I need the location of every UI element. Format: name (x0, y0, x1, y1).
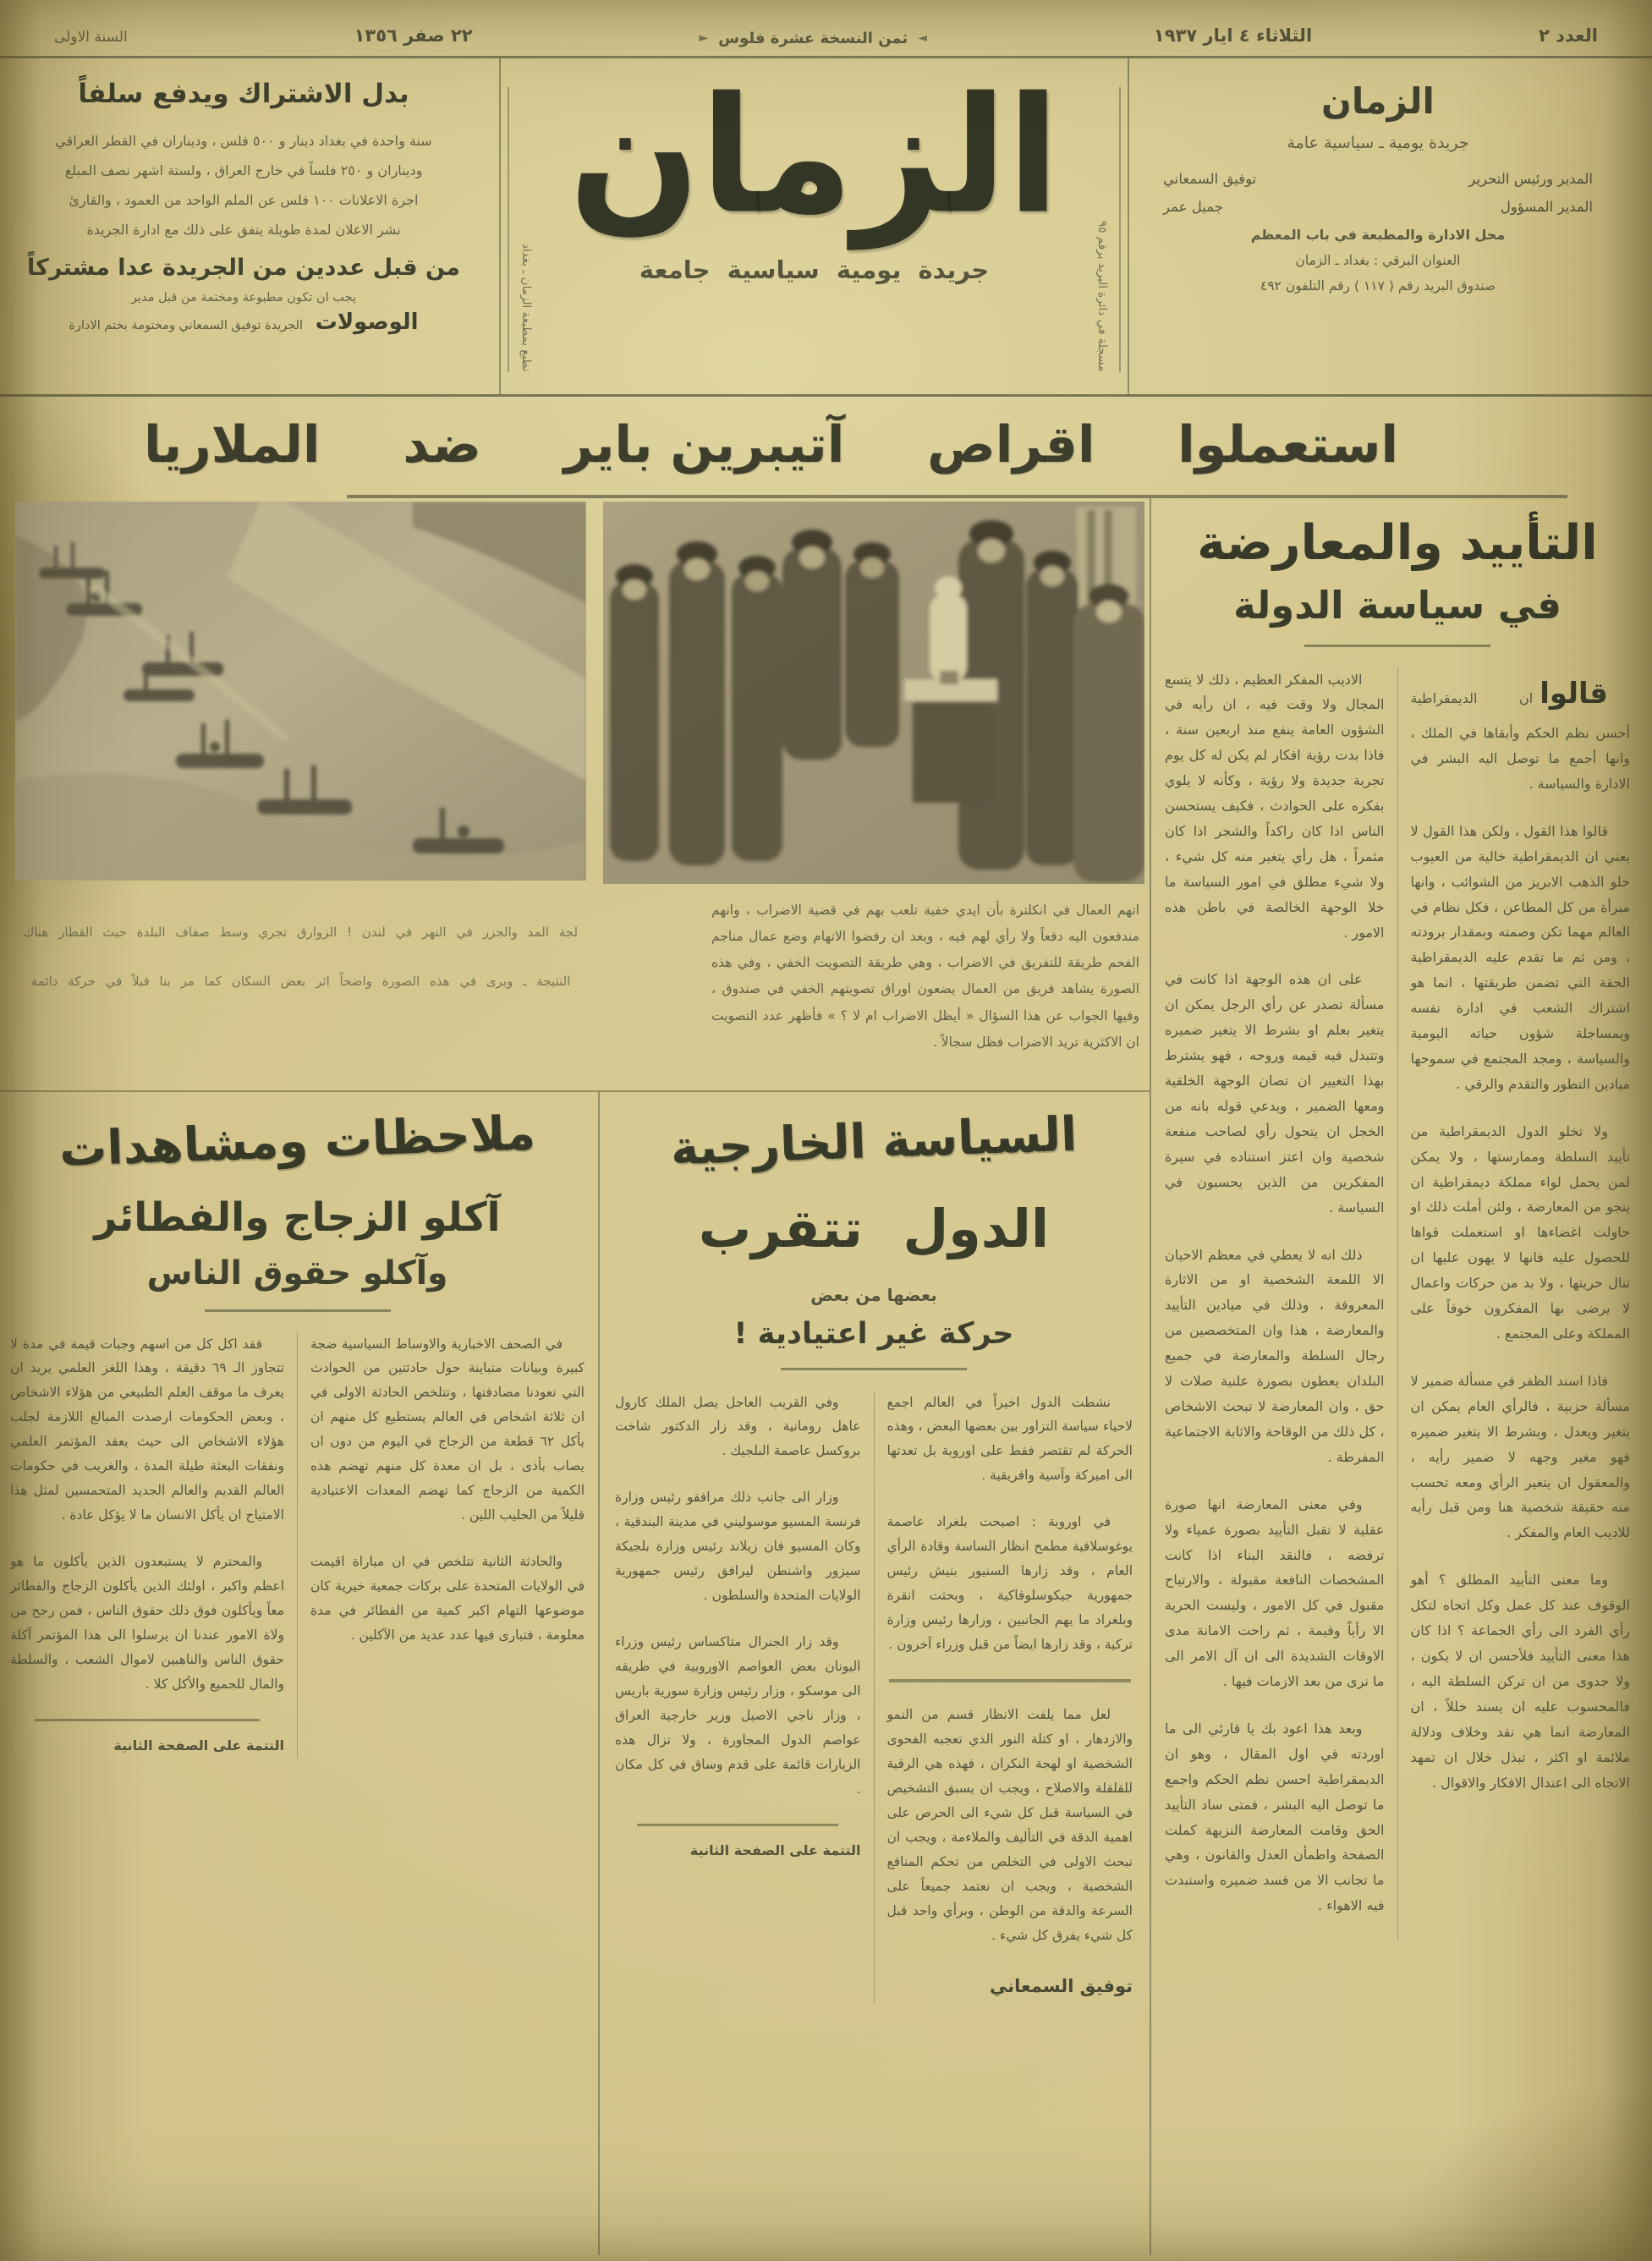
body-paragraph: وفي القريب العاجل يصل الملك كارول عاهل رومانية ، وقد زار الدكتور شاخت بروكسل عاصمة البلجيك . (615, 1394, 861, 1459)
body-paragraph (1411, 667, 1631, 797)
continuation-note: التتمة على الصفحة الثانية (113, 1737, 284, 1754)
article1-title-line2: في سياسة الدولة (1233, 582, 1561, 628)
receipts-note: يجب ان تكون مطبوعة ومختمة من قبل مدير (131, 291, 356, 305)
editor-name: توفيق السمعاني (1163, 170, 1257, 187)
masthead-band (0, 58, 1652, 397)
article2-column-left (615, 1391, 874, 2004)
article2-subtitle1: بعضها من بعض (810, 1284, 937, 1305)
malaria-ad-banner (0, 397, 1652, 498)
body-paragraph: ولا تخلو الدول الديمقراطية من تأييد السلطة وممارستها ، ولا يمكن لمن يحمل لواء مملكة ديمقراطية ان ينجو من المعارضة ، ولئن أملت ذلك او حاولت اغضاءها او استعملت قواها للحصول عليه فانها لا يهون عليها ان تنال حريتها ، ولا بد من حركات واعمال لا يرضى بها المفكرون خوفاً على المملكة وعلى المجتمع . (1410, 1122, 1630, 1342)
banner-word: استعملوا (1177, 414, 1398, 475)
manager-role-label: المدير المسؤول (1500, 198, 1593, 215)
copy-price (699, 30, 927, 47)
subscription-bold-line: من قبل عددين من الجريدة عدا مشتركاً (26, 255, 461, 282)
article3-columns (10, 1332, 585, 1759)
subscription-line: اجرة الاعلانات ١٠٠ فلس عن الملم الواحد من العمود ، والقارئ (69, 191, 419, 208)
top-date-bar (0, 0, 1652, 58)
paper-type-line: جريدة يومية ـ سياسية عامة (1287, 133, 1469, 152)
body-paragraph: وما معنى التأييد المطلق ؟ أهو الوقوف عند كل عمل وكل اتجاه لتكل رأي الفرد الى رأي الجماعة ؟ اذا كان هذا معنى التأييد فلأحسن ان لا يكون ، ولا جدوى من ان تركن السلطة اليه ، فالمحسوب عليه ان يسند خللاً ، ان المعارضة انما هي نقد وخلاف ودلالة ملائمة او اكثر ، تبذل خلال ان تمهد الاتجاه الى اعتدال الافكار والاقوال . (1410, 1572, 1630, 1791)
paper-info-box (1128, 58, 1652, 394)
body-paragraph: والمحترم لا يستبعدون الذين يأكلون ما هو اعظم واكبر ، اولئك الذين يأكلون الزجاج والفطائر معاً ويأكلون فوق ذلك حقوق الناس ، فمن رجح من ولاة الامور عندنا ان يرسلوا الى هذا المؤتمر آكلة حقوق الناس والناهبين لاموال الشعب ، والسلطة والمال للجميع والأكل كلا . (10, 1554, 284, 1693)
divider (35, 1719, 260, 1721)
ornament-right-icon: ◄ (918, 31, 928, 45)
river-caption-line1: لجة المد والجزر في النهر في لندن ! الزوارق تجري وسط صفاف البلدة حيث القطار هناك (23, 924, 579, 940)
body-paragraph: وقد زار الجنرال متاكساس رئيس وزراء اليونان بعض العواصم الاوروبية في طريقه الى موسكو ، وزار رئيس وزارة سورية باريس ، وزار ناجي الاصيل وزير خارجية العراق عواصم الدول المجاورة ، ولا تزال هذه الزيارات قائمة على قدم وساق في كل مكان . (615, 1634, 861, 1797)
banner-word: آتيبرين باير (563, 414, 845, 475)
ballot-group-photo (603, 502, 1144, 884)
newspaper-title: الزمان (568, 62, 1060, 249)
body-paragraph: والحادثة الثانية تتلخص في ان مباراة اقيمت في الولايات المتحدة على بركات جمعية خيرية كان موضوعها التهام اكبر كمية من الفطائر في مدة معلومة ، فتبارى فيها عدد عديد من الآكلين . (310, 1554, 585, 1644)
body-paragraph: في اوروبة : اصبحت بلغراد عاصمة يوغوسلافية مطمح انظار الساسة وقادة الرأي العام ، وقد زارها السنيور بنيش رئيس جمهورية جيكوسلوفاكية ، وبحثت انقرة وبلغراد ما يهم الجانبين ، وزارها رئيس وزارة تركية ، وقد زارها ايضاً من قبل وزراء آخرون . (886, 1514, 1133, 1653)
masthead-center (499, 58, 1128, 394)
divider (781, 1368, 967, 1370)
year-label: السنة الاولى (54, 29, 128, 46)
banner-word: اقراص (926, 414, 1095, 475)
continuation-note: التتمة على الصفحة الثانية (689, 1842, 861, 1859)
subscription-heading: بدل الاشتراك ويدفع سلفاً (78, 78, 409, 109)
divider (637, 1824, 838, 1826)
divider (1304, 645, 1490, 647)
article1-column-right (1397, 667, 1631, 1941)
article-foreign-policy (598, 1092, 1150, 2255)
receipts-label: الوصولات (315, 310, 419, 336)
body-paragraph: ذلك انه لا يعطي في معظم الاحيان الا اللمعة الشخصية او من الاثارة المعروفة ، وذلك في ميادين التأييد والمعارضة ، هذا وان المتخصصين من رجال السلطة والمعارضة في جميع البلدان يعطون بصورة علنية صلات لا حق ، وان المعارضة لا تبحث الاشخاص ، كل ذلك من الوقاحة والاثابة الاجتماعية المفرطة . (1165, 1246, 1385, 1465)
river-boats-photo (15, 502, 586, 881)
subscription-box (0, 58, 499, 394)
article2-subtitle2: حركة غير اعتيادية ! (733, 1316, 1014, 1351)
body-paragraph: وزار الى جانب ذلك مرافقو رئيس وزارة فرنسة المسيو موسوليني في مدينة البندقية ، وكان المسيو فان زيلاند رئيس وزارة بلجيكة سيزور واشنطن ليرافق رئيس جمهورية الولايات المتحدة والسلطون . (615, 1490, 861, 1604)
article3-column-left (10, 1332, 297, 1759)
body-paragraph: قالوا هذا القول ، ولكن هذا القول لا يعني ان الديمقراطية خالية من العيوب خلو الذهب الابريز من الشوائب ، وانها مبرأة من كل المطاعن ، فكل نظام في العالم مهما تكن وصمته وبمقدار برودته ، ومن ثم ما تقدم عليه الديمقراطية الحقة التي تضمن طريقتها ، انما هو اشتراك الشعب في ادارة نفسه وبمساجلة شؤون حياته اليومية والسياسة ، ومجد المجتمع في سموحها ميادين التطور والتقدم والرقي . (1410, 822, 1630, 1092)
banner-word: الملاريا (144, 414, 321, 475)
banner-word: ضد (403, 414, 481, 475)
article3-title-line1: آكلو الزجاج والفطائر (94, 1194, 501, 1241)
ornament-left-icon: ► (699, 31, 709, 45)
gregorian-date: الثلاثاء ٤ ايار ١٩٣٧ (1153, 25, 1313, 46)
manager-name: جميل عمر (1163, 198, 1223, 215)
body-paragraph: فاذا اسند الظفر في مسألة ضمير لا مسألة حزبية ، فالرأي العام يمكن ان يتغير ويعدل ، وبشرط الا يتغير ضميره فهو مغير وجهه لا ضمير رأيه ، والمعقول ان يتغير الرأي ومعه تحسب منه حقيقة شخصية هنا ومن قبل رأيه للاديب العام والمفكر . (1410, 1372, 1630, 1541)
body-paragraph: وفي معنى المعارضة انها صورة عقلية لا تقبل التأييد بصورة عمياء ولا ترفضه ، فالنقد البناء اذا كانت المشخصات النافعة مقبولة ، والارتياح مقبول في كل الامور ، وليست الحرية الا رأياً وقيمة ، ثم راحت الامانة مدى الاوقات الشديدة الى ان آل الامر الى ما نرى من بعد الازمات فيها . (1165, 1495, 1385, 1690)
section-break (889, 1679, 1132, 1682)
paragraph-text: ان الديمقراطية أحسن نظم الحكم وأبقاها في الملك ، وانها أجمع ما توصل اليه البشر في الادارة والسياسة . (1410, 689, 1630, 792)
photos-row (0, 498, 1150, 1090)
author-signature: توفيق السمعاني (989, 1976, 1133, 1997)
article3-kicker: ملاحظات ومشاهدات (58, 1105, 536, 1177)
issue-number: العدد ٢ (1539, 25, 1598, 46)
body-paragraph: الاديب المفكر العظيم ، ذلك لا يتسع المجال ولا وقت فيه ، ان رأيه في الشؤون العامة ينفع منذ اربعين سنة ، فاذا بدت رؤية افكار لم يكن له كل يوم تجربة جديدة ولا رؤية ، وكأنه لا يلوي بفكره على الحوادث ، فكيف يستحسن الناس اذا كان راكداً والشجر اذا كان مثمراً ، هل رأي يتغير منه كل شيء ، ولا شيء مطلق في امور السياسة ما خلا الوجهة الخالصة في باطن هذه الامور . (1165, 671, 1385, 941)
divider (205, 1309, 391, 1312)
lower-articles-row (0, 1090, 1150, 2255)
group-photo-unit (600, 498, 1150, 1090)
body-paragraph: لعل مما يلفت الانظار قسم من النمو والازدهار ، او كتلة النور الذي تعجبه الفحوى الشخصية او لهجة النكران ، فهذه هي الرقية للقلقلة والاصلاح ، ويجب ان يسبق التشخيص في السياسة قبل كل شيء الى الحرص على اهمية الدقة في التأليف والملاءمة ، ويجب ان نبحث الاولى في التخلص من تحكم المنافع الشخصية ، ويجب ان نعتمد جميعاً على السرعة والدقة من الوطن ، وبرأي واحد قبل كل شيء يفرق كل شيء . (886, 1707, 1133, 1944)
subscription-line: وديناران و ٢٥٠ فلساً في خارج العراق ، ولستة اشهر نصف المبلغ (64, 162, 423, 178)
lead-word: قالوا (1539, 676, 1608, 711)
article3-column-right (297, 1332, 585, 1759)
article2-kicker: السياسة الخارجية (669, 1106, 1078, 1176)
river-caption-line2: النتيجة ـ ويرى في هذه الصورة واضحاً اثر بعض السكان كما مر بنا قبلاً في حركة دائمة (30, 973, 571, 989)
river-photo-unit (0, 498, 600, 1090)
article2-column-right (874, 1391, 1133, 2004)
editor-row (1163, 171, 1593, 187)
body-paragraph: في الصحف الاخبارية والاوساط السياسية ضجة كبيرة وبيانات متباينة حول حادثتين من الحوادث التي تعودنا مصادفتها ، وتتلخص الحادثة الاولى في ان ثلاثة اشخاص في العالم يستطيع كل منهم ان يأكل ٦٢ قطعة من الزجاج في اليوم من دون ان يصاب بأذى ، بل ان معدة كل منهم تهضم هذه الكمية من الزجاج كما تهضم المعدات الاعتيادية قليلاً من الحليب اللين . (310, 1336, 585, 1523)
telegraph-address: العنوان البرقي : بغداد ـ الزمان (1295, 252, 1461, 268)
copy-price-text: ثمن النسخة عشرة فلوس (718, 29, 908, 47)
body-paragraph: على ان هذه الوجهة اذا كانت في مسألة تصدر عن رأي الرجل يمكن ان يتغير بعلم او بشرط الا يتغير ضميره وتتبدل فيه قيمه وروحه ، فهو يشترط بهذا التغيير ان تصان الوجهة الخلقية ومعها الضمير ، ويدعي قوله بانه من الخجل ان يتحول رأي لصاحب منفعة شخصية وان اعتز استناده في سيرة المفكرين من الذين يحسبون في السياسة . (1165, 971, 1385, 1216)
receipts-row (25, 310, 462, 335)
left-content-wrap (0, 498, 1150, 2255)
article2-columns (615, 1391, 1133, 2004)
editor-role-label: المدير ورئيس التحرير (1468, 170, 1593, 187)
article-observations (0, 1092, 598, 2255)
registration-strip: مسجلة في دائرة البريد برقم ٩٥ (1090, 87, 1121, 372)
hijri-date: ٢٢ صفر ١٣٥٦ (354, 25, 473, 46)
office-address: محل الادارة والمطبعة في باب المعظم (1250, 226, 1506, 243)
paper-name-small: الزمان (1321, 80, 1435, 122)
page-content (0, 498, 1652, 2255)
body-paragraph: نشطت الدول اخيراً في العالم اجمع لاحياء سياسة التزاور بين بعضها البعض ، وهذه الحركة لم تقتصر فقط على اوروبة بل تعدتها الى اميركة وآسية وافريقية . (886, 1394, 1133, 1484)
group-photo-caption: اتهم العمال في انكلترة بأن ايدي خفية تلعب بهم في قضية الاضراب ، وانهم مندفعون اليه دفعاً ولا رأي لهم فيه ، وبعد ان رفضوا الاتهام وضع عمال مناجم الفحم طريقة للتفريق في الاضراب ، وهي طريقة التصويت الخفي ، وفي هذه الصورة يشاهد فريق من العمال يضعون اوراق تصويتهم الخفي في صندوق ، وفيها الجواب عن هذا السؤال « أيظل الاضراب ام لا ؟ » فأظهر عدد التصويت ان الاكثرية تريد الاضراب فظل سجالاً . (711, 902, 1139, 1050)
article-state-policy (1150, 498, 1652, 2255)
newspaper-subtitle: جريدة يومية سياسية جامعة (639, 255, 990, 284)
pobox-phone: صندوق البريد رقم ( ١١٧ ) رقم التلفون ٤٩٢ (1260, 277, 1496, 294)
body-paragraph: فقد اكل كل من اسهم وجبات قيمة في مدة لا تتجاوز الـ ٦٩ دقيقة ، وهذا اللغز العلمي يريد ان يعرف ما موقف العلم الطبيعي من هؤلاء الاشخاص ، وبعض الحكومات ارصدت المبالغ اللازمة لجلب هؤلاء الاشخاص الى حيث يعقد المؤتمر العلمي ونفقات البعثة طيلة المدة ، والغريب في حكومات العالم القديم والعالم الجديد المتحمسين لمثل هذا الامتياح ان يأكل الانسان ما لا يؤكل عادة . (10, 1336, 284, 1523)
manager-row (1163, 199, 1593, 215)
body-paragraph: وبعد هذا اعود بك يا قارئي الى ما اوردته في اول المقال ، وهو ان الديمقراطية احسن نظم الحكم واجمع ما توصل اليه البشر ، فمتى ساد التأييد الحق وقامت المعارضة النزيهة كملت الصفحة واطمأن العدل والقانون ، وهي ما تجانب الا من فسد ضميره واستبدت فيه الاهواء . (1165, 1720, 1385, 1914)
subscription-line: نشر الاعلان لمدة طويلة يتفق على ذلك مع ادارة الجريدة (86, 222, 401, 239)
printer-strip: تطبع بمطبعة الزمان ـ بغداد (508, 87, 538, 372)
article1-title-line1: التأييد والمعارضة (1197, 514, 1598, 571)
receipts-text: الجريدة توفيق السمعاني ومختومة بختم الادارة (69, 319, 304, 333)
article1-columns (1165, 667, 1630, 1941)
article3-title-line2: وآكلو حقوق الناس (146, 1254, 448, 1292)
subscription-line: سنة واحدة في بغداد دينار و ٥٠٠ فلس ، وديناران في القطر العراقي (55, 132, 432, 149)
article2-title: الدول تتقرب (698, 1197, 1050, 1259)
article1-column-left (1165, 667, 1397, 1941)
